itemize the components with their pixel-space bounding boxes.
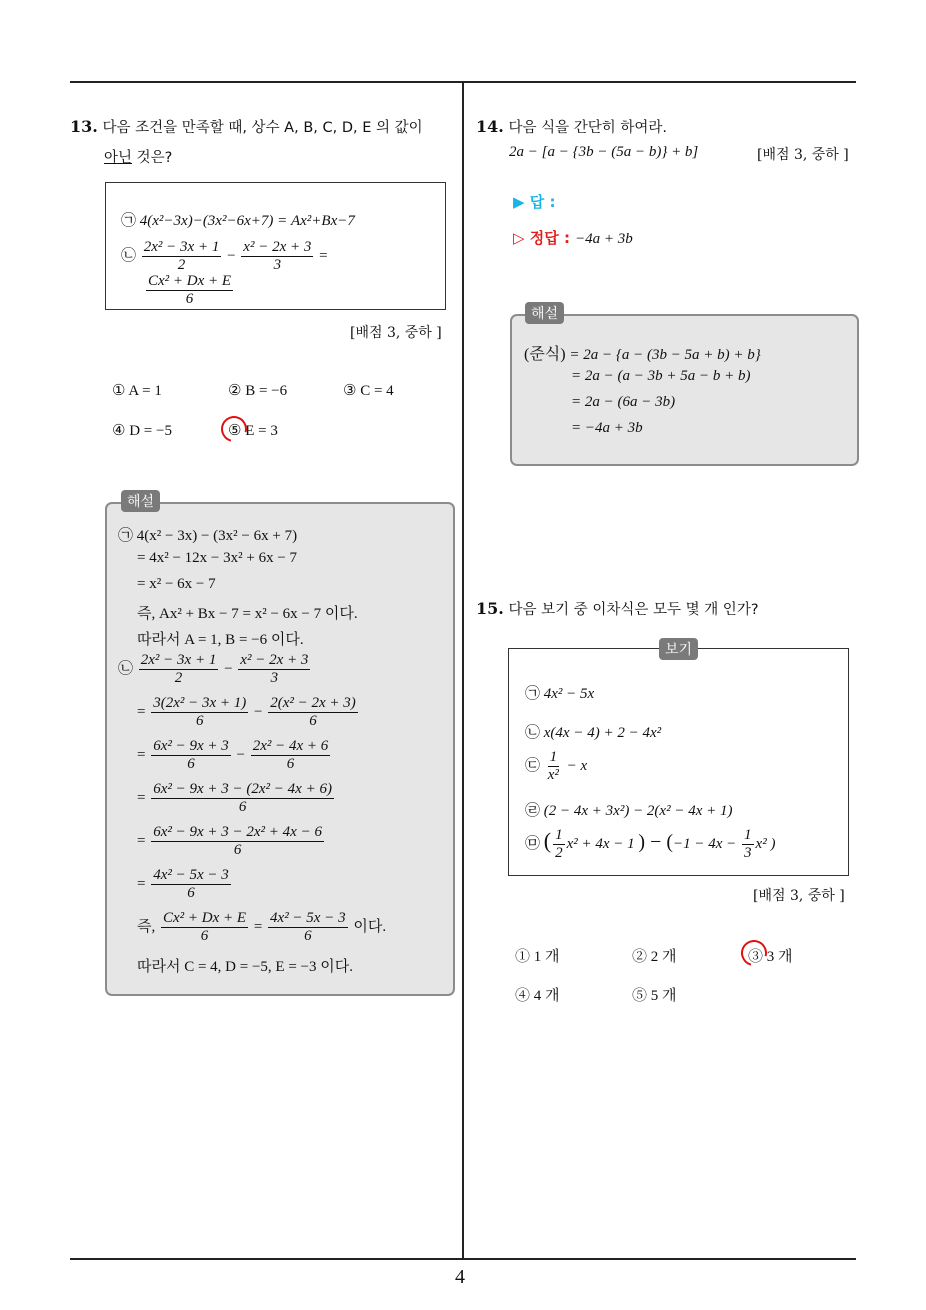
question-13-line2 <box>70 143 455 173</box>
solution-line: = 2a − (6a − 3b) <box>571 394 676 410</box>
fraction: $\frac{\text{Cx² + Dx + E}}{6}$ <box>163 910 247 945</box>
answer-mark-circle <box>216 411 252 447</box>
condition-marker: ㉡ <box>121 248 137 265</box>
solution-tag: 해설 <box>121 490 160 512</box>
condition-1 <box>121 209 355 230</box>
fraction: $\frac{1}{\text{x²}}$ <box>547 749 559 784</box>
fraction: $\frac{\text{6x² − 9x + 3}}{6}$ <box>153 738 229 773</box>
example-item-2: ㉡ x(4x − 4) + 2 − 4x² <box>525 725 662 741</box>
example-item-5: ㉤ ( $\frac{1}{2}$ x² + 4x − 1 ) − (−1 − 4x − $\frac{1}{3}$ x² ) <box>525 827 776 862</box>
fraction: $\frac{\text{2x² − 3x + 1}}{2}$ <box>140 652 217 687</box>
solution-tag: 해설 <box>525 302 564 324</box>
solution-line: (준식) = 2a − {a − (3b − 5a + b) + b} <box>524 346 761 363</box>
solution-line: 따라서 C = 4, D = −5, E = −3 이다. <box>137 959 353 975</box>
question-13-line1 <box>70 112 455 143</box>
fraction: $\frac{\text{3(2x² − 3x + 1)}}{6}$ <box>153 695 247 730</box>
solution-line: 따라서 A = 1, B = −6 이다. <box>137 632 304 648</box>
fraction: $\frac{\text{2x² − 3x + 1}}{2}$ <box>143 239 220 274</box>
example-box-tag: 보기 <box>659 638 698 660</box>
q15-score: [배점 3, 중하 ] <box>753 888 845 904</box>
conditions-box <box>105 182 446 310</box>
solution-line: = 2a − (a − 3b + 5a − b + b) <box>571 368 751 384</box>
bottom-rule <box>70 1258 856 1260</box>
q13-choice-2[interactable]: ② B = −6 <box>228 383 288 399</box>
q13-choice-4[interactable]: ④ D = −5 <box>112 423 172 439</box>
question-text-rest: 것은? <box>132 150 173 166</box>
fraction: $\frac{\text{6x² − 9x + 3 − 2x² + 4x − 6}}{6}$ <box>153 824 322 859</box>
solution-line: = −4a + 3b <box>571 420 643 436</box>
condition-marker: ㉠ <box>121 213 137 229</box>
question-text: 다음 조건을 만족할 때, 상수 A, B, C, D, E 의 값이 <box>102 120 423 136</box>
correct-value: −4a + 3b <box>575 231 633 247</box>
question-number: 13. <box>70 117 98 136</box>
q15-choice-4[interactable]: ④ 4 개 <box>515 988 560 1004</box>
solution-line: 즉, Ax² + Bx − 7 = x² − 6x − 7 이다. <box>137 606 358 622</box>
q13-score: [배점 3, 중하 ] <box>350 325 442 341</box>
solution-line-fractions: 즉, $\frac{\text{Cx² + Dx + E}}{6}$ = $\frac{\text{4x² − 5x − 3}}{6}$ 이다. <box>137 910 387 945</box>
q14-score: [배점 3, 중하 ] <box>757 147 849 163</box>
question-number: 14. <box>476 117 504 136</box>
condition-2-rhs <box>144 273 235 309</box>
question-number: 15. <box>476 599 504 618</box>
q13-choice-3[interactable]: ③ C = 4 <box>343 383 394 399</box>
solution-line-fractions: = $\frac{\text{3(2x² − 3x + 1)}}{6}$ − $\frac{\text{2(x² − 2x + 3)}}{6}$ <box>137 695 356 730</box>
solution-line-fractions: = $\frac{\text{6x² − 9x + 3 − 2x² + 4x − 6}}{6}$ <box>137 824 322 859</box>
correct-label: ▷ 정답 : <box>513 229 570 247</box>
correct-answer-row <box>513 227 633 248</box>
fraction: $\frac{\text{2x² − 4x + 6}}{6}$ <box>252 738 329 773</box>
q15-choice-3[interactable]: ③ 3 개 <box>748 949 793 965</box>
fraction: $\frac{\text{6x² − 9x + 3 − (2x² − 4x + 6)}}{6}$ <box>153 781 332 816</box>
condition-expression: 4(x²−3x)−(3x²−6x+7) = Ax²+Bx−7 <box>139 213 355 229</box>
question-13 <box>70 112 455 173</box>
q13-choice-1[interactable]: ① A = 1 <box>112 383 162 399</box>
question-text: 다음 보기 중 이차식은 모두 몇 개 인가? <box>508 602 759 618</box>
fraction: $\frac{1}{3}$ <box>744 827 752 862</box>
column-divider <box>462 83 464 1259</box>
condition-2: ㉡ $\frac{\text{2x² − 3x + 1}}{2}$ − $\frac{\text{x² − 2x + 3}}{3}$ = <box>121 239 328 274</box>
solution-line-fractions: = $\frac{\text{4x² − 5x − 3}}{6}$ <box>137 867 229 902</box>
fraction: $\frac{\text{x² − 2x + 3}}{3}$ <box>240 652 309 687</box>
example-box <box>508 648 849 876</box>
fraction: $\frac{1}{2}$ <box>555 827 563 862</box>
fraction: $\frac{\text{4x² − 5x − 3}}{6}$ <box>153 867 229 902</box>
answer-label: ▶ 답 : <box>513 193 556 211</box>
solution-line-fractions: = $\frac{\text{6x² − 9x + 3 − (2x² − 4x + 6)}}{6}$ <box>137 781 332 816</box>
solution-line-fractions: ㉡ $\frac{\text{2x² − 3x + 1}}{2}$ − $\frac{\text{x² − 2x + 3}}{3}$ <box>118 652 309 687</box>
q14-solution-box <box>510 314 859 466</box>
q13-choice-5[interactable]: ⑤ E = 3 <box>228 423 278 439</box>
question-text: 다음 식을 간단히 하여라. <box>508 120 667 136</box>
q15-choice-1[interactable]: ① 1 개 <box>515 949 560 965</box>
example-item-1: ㉠ 4x² − 5x <box>525 686 595 702</box>
solution-line: ㉠ 4(x² − 3x) − (3x² − 6x + 7) <box>118 528 298 544</box>
q15-choice-2[interactable]: ② 2 개 <box>632 949 677 965</box>
solution-line: = x² − 6x − 7 <box>137 576 216 592</box>
fraction: $\frac{\text{x² − 2x + 3}}{3}$ <box>243 239 312 274</box>
underlined-word: 아닌 <box>104 150 133 166</box>
q14-expression: 2a − [a − {3b − (5a − b)} + b] <box>509 144 699 160</box>
fraction: $\frac{\text{2(x² − 2x + 3)}}{6}$ <box>270 695 356 730</box>
example-item-4: ㉣ (2 − 4x + 3x²) − 2(x² − 4x + 1) <box>525 803 733 819</box>
page-number: 4 <box>455 1266 465 1288</box>
solution-line-fractions: = $\frac{\text{6x² − 9x + 3}}{6}$ − $\frac{\text{2x² − 4x + 6}}{6}$ <box>137 738 329 773</box>
solution-line: = 4x² − 12x − 3x² + 6x − 7 <box>137 550 298 566</box>
example-item-3: ㉢ $\frac{1}{\text{x²}}$ − x <box>525 749 588 784</box>
question-14 <box>476 112 667 143</box>
fraction: $\frac{\text{Cx² + Dx + E}}{6}$ <box>148 273 232 308</box>
fraction: $\frac{\text{4x² − 5x − 3}}{6}$ <box>270 910 346 945</box>
q15-choice-5[interactable]: ⑤ 5 개 <box>632 988 677 1004</box>
question-15 <box>476 594 759 625</box>
